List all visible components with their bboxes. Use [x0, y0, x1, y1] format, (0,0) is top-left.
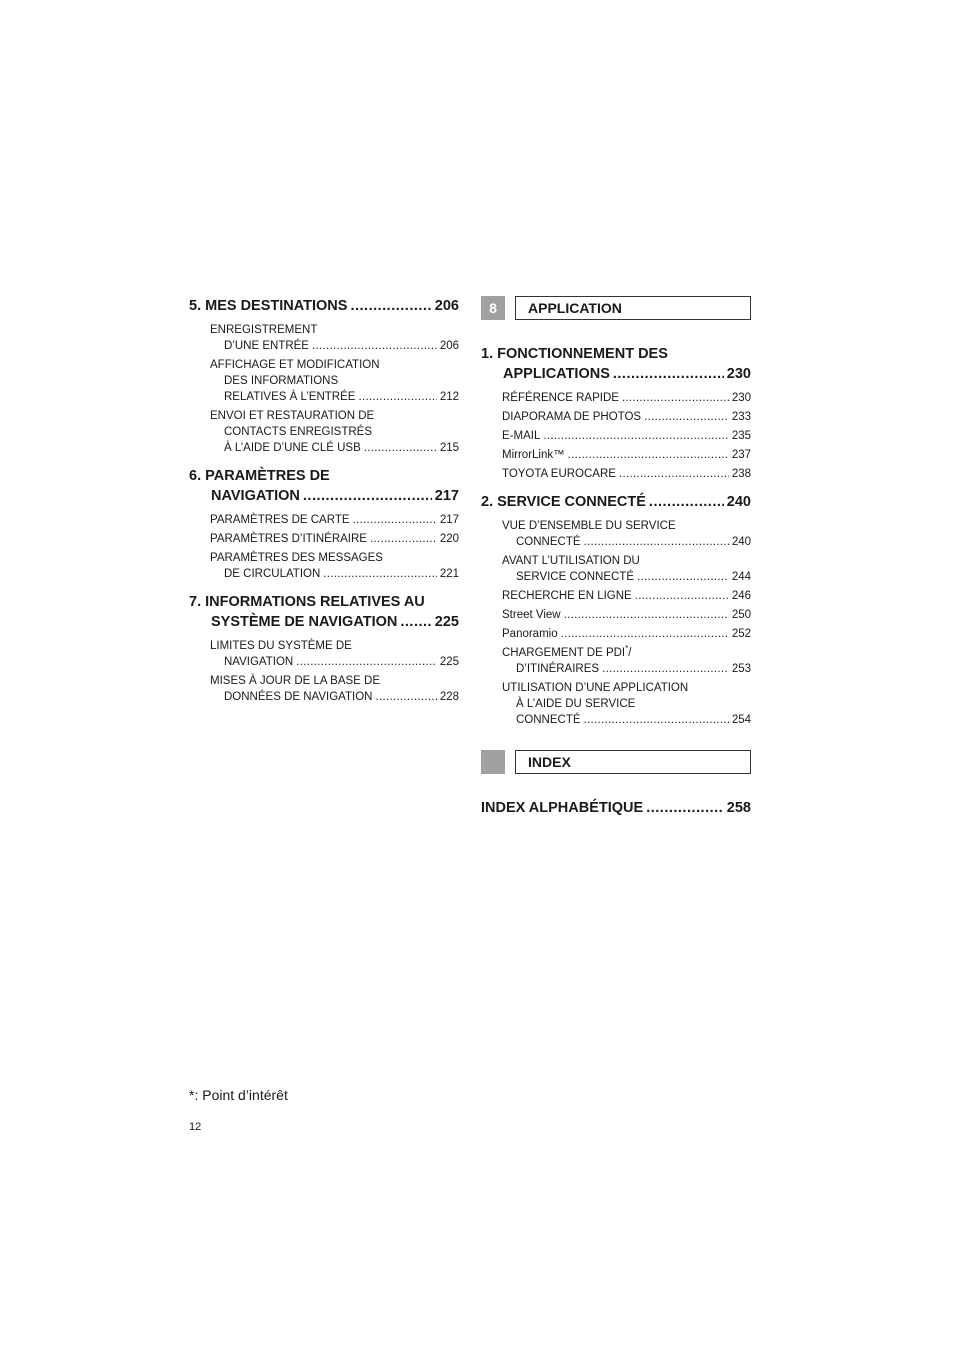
page-ref: 225 — [439, 656, 459, 668]
chapter-number-badge: 8 — [481, 296, 505, 320]
toc-entry[interactable] — [502, 447, 751, 463]
entry-text: TOYOTA EUROCARE — [502, 468, 616, 480]
section-heading-line: 6. PARAMÈTRES DE — [189, 468, 330, 484]
page-ref: 258 — [726, 800, 751, 816]
page-ref: 238 — [731, 468, 751, 480]
entry-line — [502, 447, 751, 463]
entry-text: CONNECTÉ — [516, 536, 581, 548]
entry-line — [502, 696, 751, 712]
entry-line — [210, 357, 459, 373]
chapter-tab-index[interactable] — [481, 750, 751, 774]
right-sections — [481, 344, 751, 728]
footnote-marker: * — [625, 644, 629, 654]
toc-entry[interactable] — [502, 588, 751, 604]
entry-text: CONTACTS ENREGISTRÉS — [224, 426, 373, 438]
dot-leader — [637, 569, 729, 585]
dot-leader — [323, 566, 437, 582]
toc-entry[interactable] — [502, 553, 751, 585]
entry-line — [210, 566, 459, 582]
toc-entry[interactable] — [210, 673, 459, 705]
entry-line — [502, 588, 751, 604]
entry-text: ENREGISTREMENT — [210, 324, 318, 336]
entry-text: AFFICHAGE ET MODIFICATION — [210, 359, 380, 371]
page-ref: 220 — [439, 533, 459, 545]
section-heading-line: 1. FONCTIONNEMENT DES — [481, 346, 668, 362]
footnote: *: Point d’intérêt — [189, 1087, 288, 1103]
page-ref: 250 — [731, 609, 751, 621]
entry-text: MirrorLink™ — [502, 449, 565, 461]
entry-line — [502, 518, 751, 534]
dot-leader — [296, 654, 437, 670]
toc-title: INDEX ALPHABÉTIQUE — [481, 800, 644, 816]
right-column — [481, 296, 751, 818]
entry-line — [210, 531, 459, 547]
toc-entry[interactable] — [502, 409, 751, 425]
entry-text: PARAMÈTRES DE CARTE — [210, 514, 350, 526]
dot-leader — [584, 534, 729, 550]
entry-text: DES INFORMATIONS — [224, 375, 339, 387]
dot-leader — [619, 466, 729, 482]
chapter-number-badge — [481, 750, 505, 774]
dot-leader — [400, 612, 431, 632]
entry-line — [210, 424, 459, 440]
section-heading-line — [481, 364, 751, 384]
entry-text: NAVIGATION — [224, 656, 294, 668]
toc-section — [189, 296, 459, 456]
toc-entry[interactable] — [502, 607, 751, 623]
toc-entry[interactable] — [502, 645, 751, 677]
section-heading-line — [189, 486, 459, 506]
section-heading-text: 2. SERVICE CONNECTÉ — [481, 494, 646, 510]
toc-entry[interactable] — [210, 550, 459, 582]
toc-entry[interactable] — [502, 390, 751, 406]
page-number: 12 — [189, 1121, 202, 1133]
toc-entry[interactable] — [210, 531, 459, 547]
section-heading-line — [189, 296, 459, 316]
entry-list — [502, 518, 751, 728]
entry-line — [502, 409, 751, 425]
toc-entry[interactable] — [502, 518, 751, 550]
entry-text: RÉFÉRENCE RAPIDE — [502, 392, 619, 404]
entry-line — [502, 607, 751, 623]
dot-leader — [312, 338, 437, 354]
page-ref: 206 — [439, 340, 459, 352]
toc-entry[interactable] — [502, 466, 751, 482]
section-heading[interactable] — [189, 466, 459, 506]
entry-text: SERVICE CONNECTÉ — [516, 571, 635, 583]
toc-entry[interactable] — [502, 428, 751, 444]
section-heading-text: 5. MES DESTINATIONS — [189, 298, 348, 314]
entry-line — [502, 466, 751, 482]
section-heading[interactable] — [189, 296, 459, 316]
dot-leader — [646, 798, 724, 818]
section-heading-text: NAVIGATION — [211, 488, 300, 504]
page-ref: 235 — [731, 430, 751, 442]
dot-leader — [622, 390, 729, 406]
dot-leader — [364, 440, 437, 456]
entry-line — [210, 373, 459, 389]
entry-list — [502, 390, 751, 482]
entry-text: DIAPORAMA DE PHOTOS — [502, 411, 642, 423]
toc-entry[interactable] — [210, 408, 459, 456]
entry-text: RELATIVES À L’ENTRÉE — [224, 391, 356, 403]
chapter-title: APPLICATION — [515, 296, 751, 320]
entry-text: À L’AIDE DU SERVICE — [516, 698, 636, 710]
entry-text: Panoramio — [502, 628, 558, 640]
entry-text-suffix: / — [628, 647, 632, 659]
entry-line — [502, 680, 751, 696]
entry-line — [502, 569, 751, 585]
entry-line — [210, 638, 459, 654]
page-ref: 246 — [731, 590, 751, 602]
section-heading-text: APPLICATIONS — [503, 366, 610, 382]
page-ref: 252 — [731, 628, 751, 640]
entry-line — [210, 338, 459, 354]
dot-leader — [635, 588, 729, 604]
page-ref: 225 — [434, 614, 459, 630]
toc-entry[interactable] — [210, 357, 459, 405]
entry-text: DE CIRCULATION — [224, 568, 321, 580]
page-ref: 230 — [726, 366, 751, 382]
page-ref: 206 — [434, 298, 459, 314]
section-heading[interactable] — [481, 492, 751, 512]
entry-text: CHARGEMENT DE PDI — [502, 647, 626, 659]
section-heading[interactable] — [189, 592, 459, 632]
dot-leader — [375, 689, 436, 705]
page-ref: 237 — [731, 449, 751, 461]
entry-list — [210, 322, 459, 456]
entry-text: UTILISATION D’UNE APPLICATION — [502, 682, 689, 694]
entry-text: DONNÉES DE NAVIGATION — [224, 691, 373, 703]
entry-line — [502, 428, 751, 444]
entry-list — [210, 512, 459, 582]
entry-line — [502, 534, 751, 550]
dot-leader — [649, 492, 724, 512]
entry-list — [210, 638, 459, 705]
dot-leader — [568, 447, 729, 463]
entry-line — [210, 322, 459, 338]
entry-text: VUE D’ENSEMBLE DU SERVICE — [502, 520, 676, 532]
page-ref: 240 — [731, 536, 751, 548]
entry-text: MISES À JOUR DE LA BASE DE — [210, 675, 380, 687]
entry-text: Street View — [502, 609, 561, 621]
entry-text: À L’AIDE D’UNE CLÉ USB — [224, 442, 361, 454]
dot-leader — [584, 712, 729, 728]
entry-line — [210, 440, 459, 456]
entry-text: D’ITINÉRAIRES — [516, 663, 600, 675]
entry-text: ENVOI ET RESTAURATION DE — [210, 410, 375, 422]
entry-text: CONNECTÉ — [516, 714, 581, 726]
dot-leader — [350, 296, 431, 316]
entry-line — [210, 389, 459, 405]
entry-line — [502, 553, 751, 569]
dot-leader — [561, 626, 729, 642]
page-ref: 253 — [731, 663, 751, 675]
entry-text: LIMITES DU SYSTÈME DE — [210, 640, 352, 652]
dot-leader — [543, 428, 728, 444]
dot-leader — [644, 409, 729, 425]
page-ref: 228 — [439, 691, 459, 703]
chapter-title: INDEX — [515, 750, 751, 774]
page-ref: 244 — [731, 571, 751, 583]
dot-leader — [613, 364, 724, 384]
section-heading-text: SYSTÈME DE NAVIGATION — [211, 614, 398, 630]
entry-text: E-MAIL — [502, 430, 541, 442]
entry-text: D’UNE ENTRÉE — [224, 340, 309, 352]
dot-leader — [358, 389, 436, 405]
page-ref: 240 — [726, 494, 751, 510]
section-heading-line — [481, 492, 751, 512]
entry-line — [210, 654, 459, 670]
page-ref: 217 — [439, 514, 459, 526]
toc-section — [481, 344, 751, 482]
section-heading-line: 7. INFORMATIONS RELATIVES AU — [189, 594, 425, 610]
entry-text: PARAMÈTRES D’ITINÉRAIRE — [210, 533, 367, 545]
entry-line — [210, 550, 459, 566]
entry-line — [502, 626, 751, 642]
entry-line — [210, 689, 459, 705]
toc-entry[interactable] — [210, 322, 459, 354]
toc-section — [189, 466, 459, 582]
section-heading[interactable] — [481, 344, 751, 384]
dot-leader — [370, 531, 437, 547]
toc-entry[interactable] — [210, 638, 459, 670]
toc-entry[interactable] — [502, 626, 751, 642]
section-heading-line — [189, 612, 459, 632]
page-ref: 215 — [439, 442, 459, 454]
page-ref: 221 — [439, 568, 459, 580]
toc-section — [189, 592, 459, 705]
entry-text: AVANT L’UTILISATION DU — [502, 555, 640, 567]
page-ref: 212 — [439, 391, 459, 403]
toc-entry[interactable] — [502, 680, 751, 728]
toc-section — [481, 492, 751, 728]
toc-entry-index[interactable] — [481, 798, 751, 818]
dot-leader — [564, 607, 729, 623]
entry-line — [210, 512, 459, 528]
chapter-tab-application[interactable] — [481, 296, 751, 320]
dot-leader — [303, 486, 432, 506]
dot-leader — [353, 512, 437, 528]
left-column — [189, 296, 459, 715]
entry-line — [502, 661, 751, 677]
entry-text: RECHERCHE EN LIGNE — [502, 590, 632, 602]
page-ref: 217 — [434, 488, 459, 504]
page-ref: 233 — [731, 411, 751, 423]
entry-line — [502, 712, 751, 728]
entry-line — [502, 645, 751, 661]
dot-leader — [602, 661, 729, 677]
page-ref: 254 — [731, 714, 751, 726]
entry-line — [210, 408, 459, 424]
entry-line — [502, 390, 751, 406]
entry-text: PARAMÈTRES DES MESSAGES — [210, 552, 383, 564]
page-ref: 230 — [731, 392, 751, 404]
entry-line — [210, 673, 459, 689]
toc-entry[interactable] — [210, 512, 459, 528]
